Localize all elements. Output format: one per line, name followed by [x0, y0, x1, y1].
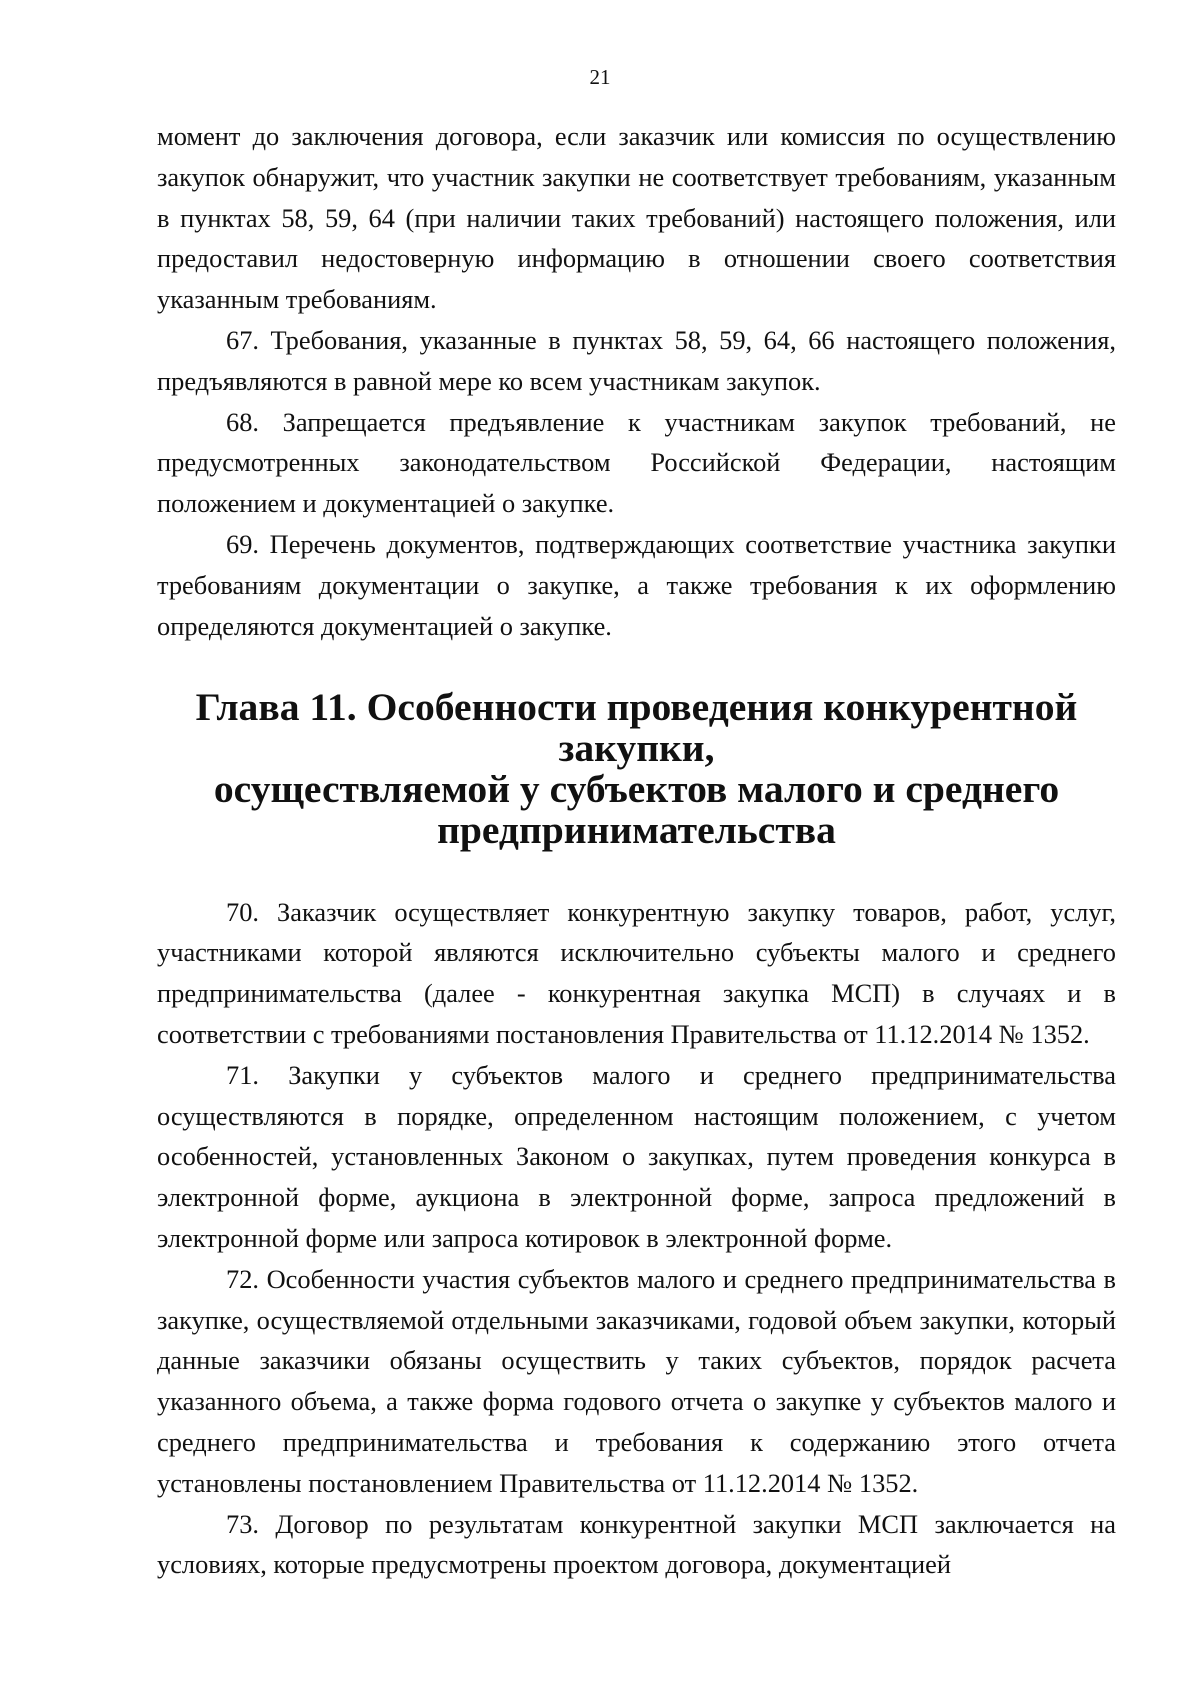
chapter-heading-line-2: осуществляемой у субъектов малого и среднего предпринимательства: [213, 766, 1060, 852]
chapter-11-heading: [157, 646, 1116, 891]
paragraph-66-continuation: момент до заключения договора, если заказчик или комиссия по осуществлению закупок обнаружит, что участник закупки не соответствует требованиям, указанным в пунктах 58, 59, 64 (при наличии таких требований) настоящего положения, или предоставил недостоверную информацию в отношении своего соответствия указанным требованиям.: [157, 121, 1116, 315]
paragraph-73: 73. Договор по результатам конкурентной закупки МСП заключается на условиях, которые предусмотрены проектом договора, документацией: [157, 1508, 1116, 1580]
document-body: [157, 116, 1116, 1585]
paragraph-68: 68. Запрещается предъявление к участникам закупок требований, не предусмотренных законодательством Российской Федерации, настоящим положением и документацией о закупке.: [157, 406, 1116, 519]
chapter-heading-line-1: Глава 11. Особенности проведения конкурентной закупки,: [195, 685, 1078, 771]
paragraph-71: 71. Закупки у субъектов малого и среднего предпринимательства осуществляются в порядке, определенном настоящим положением, с учетом особенностей, установленных Законом о закупках, путем проведения конкурса в электронной форме, аукциона в электронной форме, запроса предложений в электронной форме или запроса котировок в электронной форме.: [157, 1059, 1116, 1253]
page-number: 21: [589, 65, 611, 89]
paragraph-69: 69. Перечень документов, подтверждающих соответствие участника закупки требованиям документации о закупке, а также требования к их оформлению определяются документацией о закупке.: [157, 528, 1116, 641]
paragraph-72: 72. Особенности участия субъектов малого и среднего предпринимательства в закупке, осуществляемой отдельными заказчиками, годовой объем закупки, который данные заказчики обязаны осуществить у таких субъектов, порядок расчета указанного объема, а также форма годового отчета о закупке у субъектов малого и среднего предпринимательства и требования к содержанию этого отчета установлены постановлением Правительства от 11.12.2014 № 1352.: [157, 1263, 1116, 1498]
paragraph-70: 70. Заказчик осуществляет конкурентную закупку товаров, работ, услуг, участниками которой являются исключительно субъекты малого и среднего предпринимательства (далее - конкурентная закупка МСП) в случаях и в соответствии с требованиями постановления Правительства от 11.12.2014 № 1352.: [157, 896, 1116, 1049]
paragraph-67: 67. Требования, указанные в пунктах 58, 59, 64, 66 настоящего положения, предъявляются в равной мере ко всем участникам закупок.: [157, 324, 1116, 396]
